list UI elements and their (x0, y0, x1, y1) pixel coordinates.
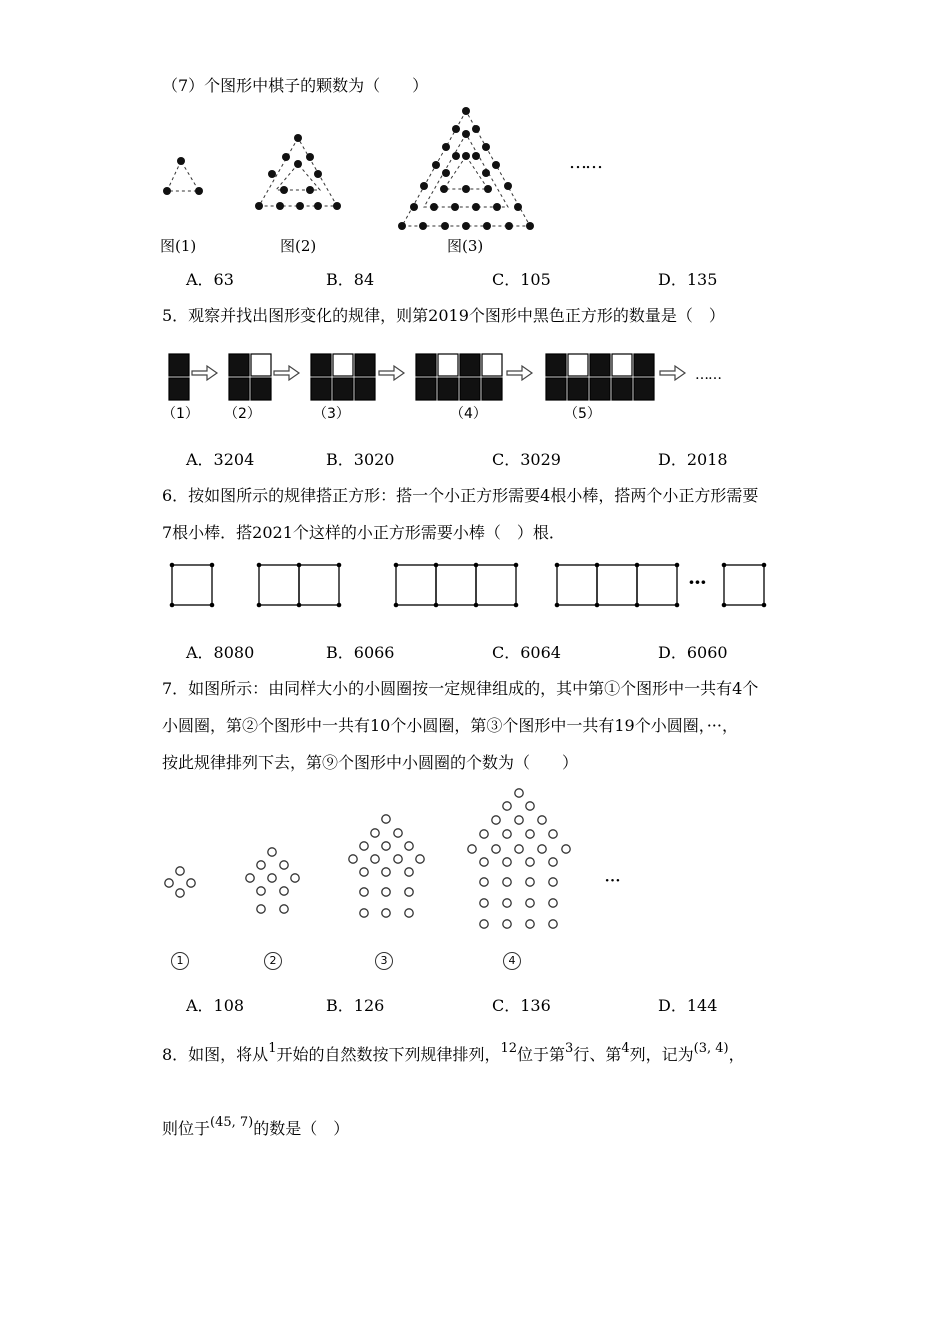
q5-label-1: （1） (162, 406, 199, 422)
q8-num-12: 12 (500, 1041, 518, 1056)
q4-option-b[interactable]: B．84 (326, 270, 375, 289)
q6-option-b[interactable]: B．6066 (326, 643, 395, 662)
q8-text-6: ， (728, 1045, 745, 1064)
q7-option-c[interactable]: C．136 (492, 996, 551, 1015)
q5-label-5: （5） (564, 406, 601, 422)
q4-caption-2: 图(2) (280, 237, 317, 255)
q5-option-b[interactable]: B．3020 (326, 450, 395, 469)
q8-coord-2: (45, 7) (210, 1115, 254, 1130)
q6-option-d[interactable]: D．6060 (658, 643, 728, 662)
q5-ellipsis: …… (695, 367, 721, 383)
q7-stem-line1: 7．如图所示：由同样大小的小圆圈按一定规律组成的，其中第①个图形中一共有4个 (162, 679, 759, 698)
q8-stem-line1 (162, 1041, 745, 1067)
q7-label-1: 1 (171, 952, 189, 970)
q7-ellipsis: ··· (604, 868, 621, 892)
q6-ellipsis: ··· (688, 570, 706, 594)
q5-label-3: （3） (313, 406, 350, 422)
q8-text-3: 位于第 (517, 1045, 566, 1064)
q5-label-4: （4） (450, 406, 487, 422)
q8-coord-1: (3, 4) (693, 1041, 729, 1056)
q5-option-c[interactable]: C．3029 (492, 450, 561, 469)
q4-ellipsis: …… (569, 152, 601, 173)
q4-caption-1: 图(1) (160, 237, 197, 255)
q5-option-d[interactable]: D．2018 (658, 450, 728, 469)
q4-stem: （7）个图形中棋子的颗数为（ ） (162, 76, 429, 95)
q8-text-2: 开始的自然数按下列规律排列， (276, 1045, 501, 1064)
q5-label-2: （2） (224, 406, 261, 422)
q4-option-c[interactable]: C．105 (492, 270, 551, 289)
q8-text-1: 8．如图，将从 (162, 1045, 269, 1064)
q5-option-a[interactable]: A．3204 (186, 450, 255, 469)
q4-option-a[interactable]: A．63 (186, 270, 234, 289)
q7-label-2: 2 (264, 952, 282, 970)
q8-num-4: 4 (621, 1041, 630, 1056)
q6-stem-line2: 7根小棒．搭2021个这样的小正方形需要小棒（ ）根． (162, 523, 565, 542)
q7-label-4: 4 (503, 952, 521, 970)
q8-text-5: 列，记为 (629, 1045, 694, 1064)
q4-caption-3: 图(3) (447, 237, 484, 255)
q6-option-a[interactable]: A．8080 (186, 643, 255, 662)
q8-num-3: 3 (565, 1041, 574, 1056)
q7-stem-line3: 按此规律排列下去，第⑨个图形中小圆圈的个数为（ ） (162, 753, 579, 772)
q7-option-d[interactable]: D．144 (658, 996, 718, 1015)
q7-option-b[interactable]: B．126 (326, 996, 385, 1015)
q8-num-1: 1 (268, 1041, 277, 1056)
q4-option-d[interactable]: D．135 (658, 270, 718, 289)
q5-stem: 5．观察并找出图形变化的规律，则第2019个图形中黑色正方形的数量是（ ） (162, 306, 725, 325)
q7-stem-line2: 小圆圈，第②个图形中一共有10个小圆圈，第③个图形中一共有19个小圆圈，···， (162, 716, 738, 735)
q8-text-7: 则位于 (162, 1119, 211, 1138)
q8-text-8: 的数是（ ） (253, 1119, 350, 1138)
q7-option-a[interactable]: A．108 (186, 996, 245, 1015)
q8-text-4: 行、第 (573, 1045, 622, 1064)
q6-option-c[interactable]: C．6064 (492, 643, 561, 662)
q6-stem-line1: 6．按如图所示的规律搭正方形：搭一个小正方形需要4根小棒，搭两个小正方形需要 (162, 486, 759, 505)
q7-label-3: 3 (375, 952, 393, 970)
q8-stem-line2 (162, 1115, 350, 1141)
